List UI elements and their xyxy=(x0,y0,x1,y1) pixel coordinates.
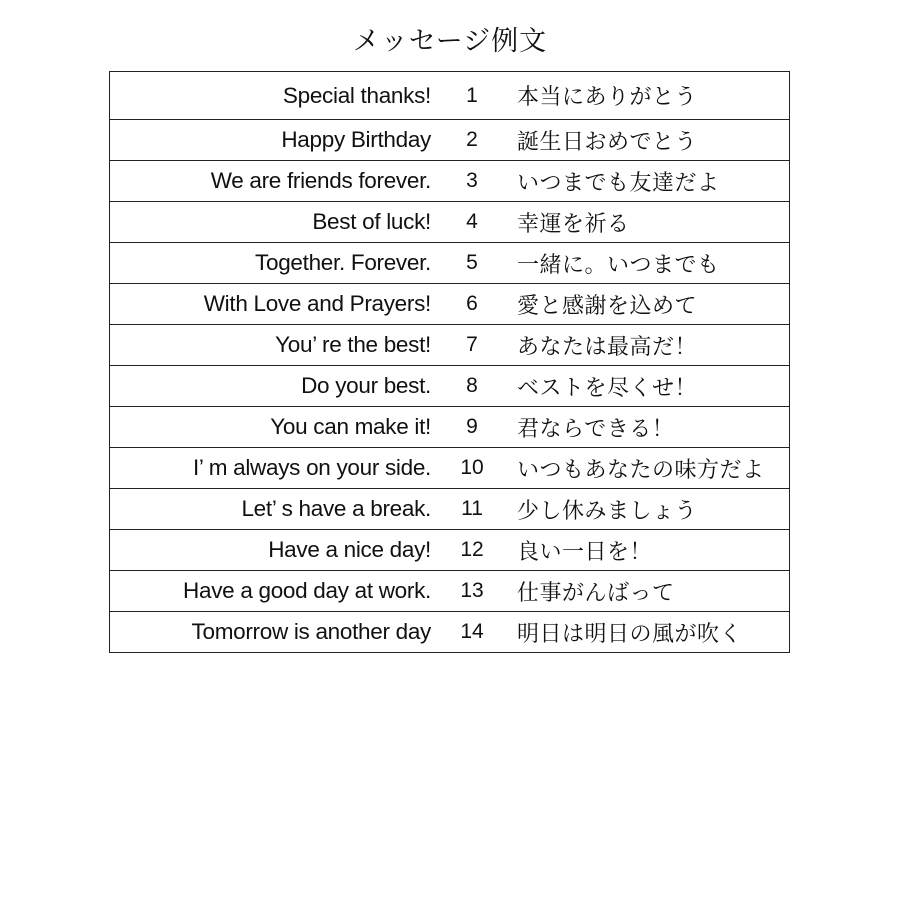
row-number: 7 xyxy=(466,333,478,356)
row-number: 10 xyxy=(460,456,484,479)
table-row xyxy=(110,447,789,488)
table-row xyxy=(110,488,789,529)
japanese-message: いつもあなたの味方だよ xyxy=(517,457,765,483)
row-number: 6 xyxy=(466,292,478,315)
row-number: 11 xyxy=(461,497,483,520)
english-message: Let’ s have a break. xyxy=(241,496,431,521)
row-number: 13 xyxy=(460,579,484,602)
table-row xyxy=(110,324,789,365)
english-message: Best of luck! xyxy=(312,209,431,234)
japanese-message: 少し休みましょう xyxy=(517,498,698,524)
table-row xyxy=(110,160,789,201)
table-row xyxy=(110,406,789,447)
row-number: 9 xyxy=(466,415,478,438)
english-message: You can make it! xyxy=(270,414,431,439)
english-message: Have a good day at work. xyxy=(183,578,431,603)
row-number: 8 xyxy=(466,374,478,397)
english-message: Have a nice day! xyxy=(268,537,431,562)
message-table xyxy=(109,71,790,653)
english-message: Together. Forever. xyxy=(255,250,431,275)
table-row xyxy=(110,72,789,119)
english-message: You’ re the best! xyxy=(275,332,431,357)
row-number: 1 xyxy=(466,83,478,107)
table-row xyxy=(110,119,789,160)
table-row xyxy=(110,365,789,406)
japanese-message: 一緒に。いつまでも xyxy=(517,252,720,278)
english-message: With Love and Prayers! xyxy=(203,291,431,316)
table-row xyxy=(110,611,789,652)
japanese-message: あなたは最高だ！ xyxy=(517,334,698,360)
japanese-message: 誕生日おめでとう xyxy=(517,129,698,155)
english-message: Special thanks! xyxy=(282,82,431,108)
row-number: 12 xyxy=(460,538,484,561)
table-row xyxy=(110,283,789,324)
english-message: Happy Birthday xyxy=(281,127,431,152)
english-message: Tomorrow is another day xyxy=(191,619,431,644)
row-number: 14 xyxy=(460,620,484,643)
japanese-message: 君ならできる！ xyxy=(517,416,675,442)
japanese-message: 良い一日を！ xyxy=(517,539,653,565)
row-number: 3 xyxy=(466,169,478,192)
japanese-message: 仕事がんばって xyxy=(517,580,675,606)
table-row xyxy=(110,529,789,570)
english-message: We are friends forever. xyxy=(210,168,431,193)
table-row xyxy=(110,570,789,611)
table-row xyxy=(110,242,789,283)
table-row xyxy=(110,201,789,242)
japanese-message: 愛と感謝を込めて xyxy=(517,293,698,319)
japanese-message: いつまでも友達だよ xyxy=(517,170,720,196)
japanese-message: ベストを尽くせ！ xyxy=(517,375,698,401)
japanese-message: 幸運を祈る xyxy=(517,211,630,237)
japanese-message: 明日は明日の風が吹く xyxy=(517,621,743,647)
row-number: 4 xyxy=(466,210,478,233)
english-message: I’ m always on your side. xyxy=(192,455,431,480)
english-message: Do your best. xyxy=(301,373,431,398)
row-number: 2 xyxy=(466,128,478,151)
japanese-message: 本当にありがとう xyxy=(517,85,698,110)
row-number: 5 xyxy=(466,251,478,274)
page-title: メッセージ例文 xyxy=(352,26,548,57)
